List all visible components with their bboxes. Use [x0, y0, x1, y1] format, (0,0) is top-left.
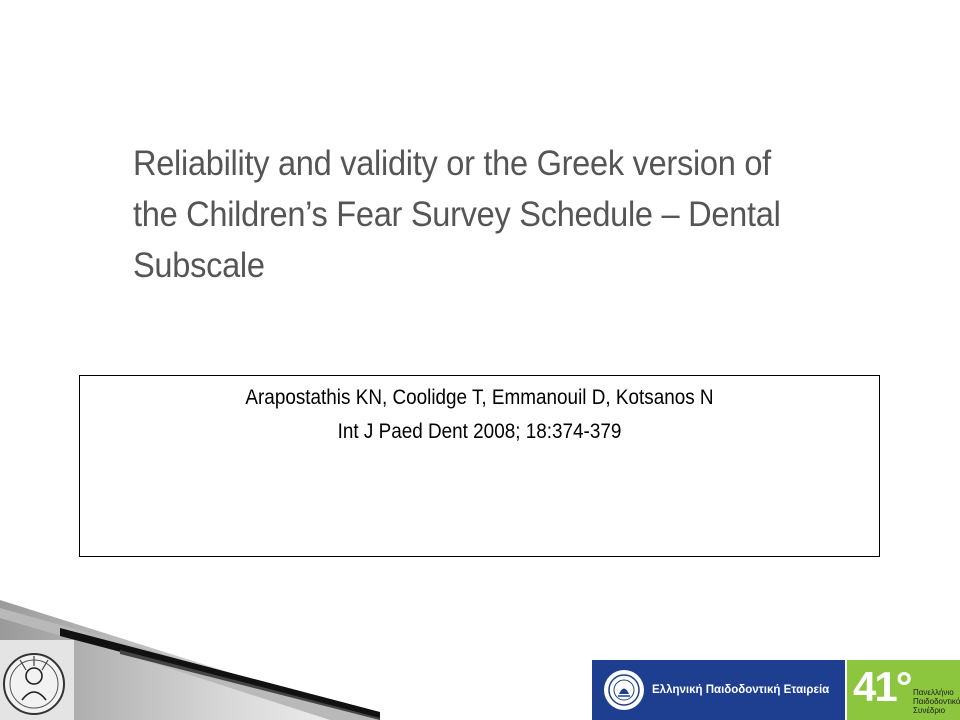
congress-subtitle-line: Συνέδριο — [913, 706, 946, 715]
title-line: Reliability and validity or the Greek version of — [133, 144, 771, 183]
congress-number: 41° — [853, 663, 911, 710]
congress-banner — [847, 660, 960, 720]
reference-authors: Arapostathis KN, Coolidge T, Emmanouil D, Kotsanos N — [245, 386, 714, 409]
reference-citation: Int J Paed Dent 2008; 18:374-379 — [337, 420, 622, 443]
title-line: the Children’s Fear Survey Schedule – Dental — [133, 195, 781, 234]
congress-subtitle-line: Πανελλήνιο — [913, 688, 954, 697]
society-name: Ελληνική Παιδοδοντική Εταιρεία — [652, 684, 830, 696]
society-banner — [592, 660, 845, 720]
slide-title — [133, 138, 840, 291]
congress-subtitle — [913, 688, 959, 715]
congress-subtitle-line: Παιδοδοντικό — [913, 697, 960, 706]
reference-box — [79, 375, 880, 557]
university-seal-logo — [0, 640, 74, 720]
title-line: Subscale — [133, 246, 265, 285]
society-emblem-icon — [604, 670, 644, 710]
